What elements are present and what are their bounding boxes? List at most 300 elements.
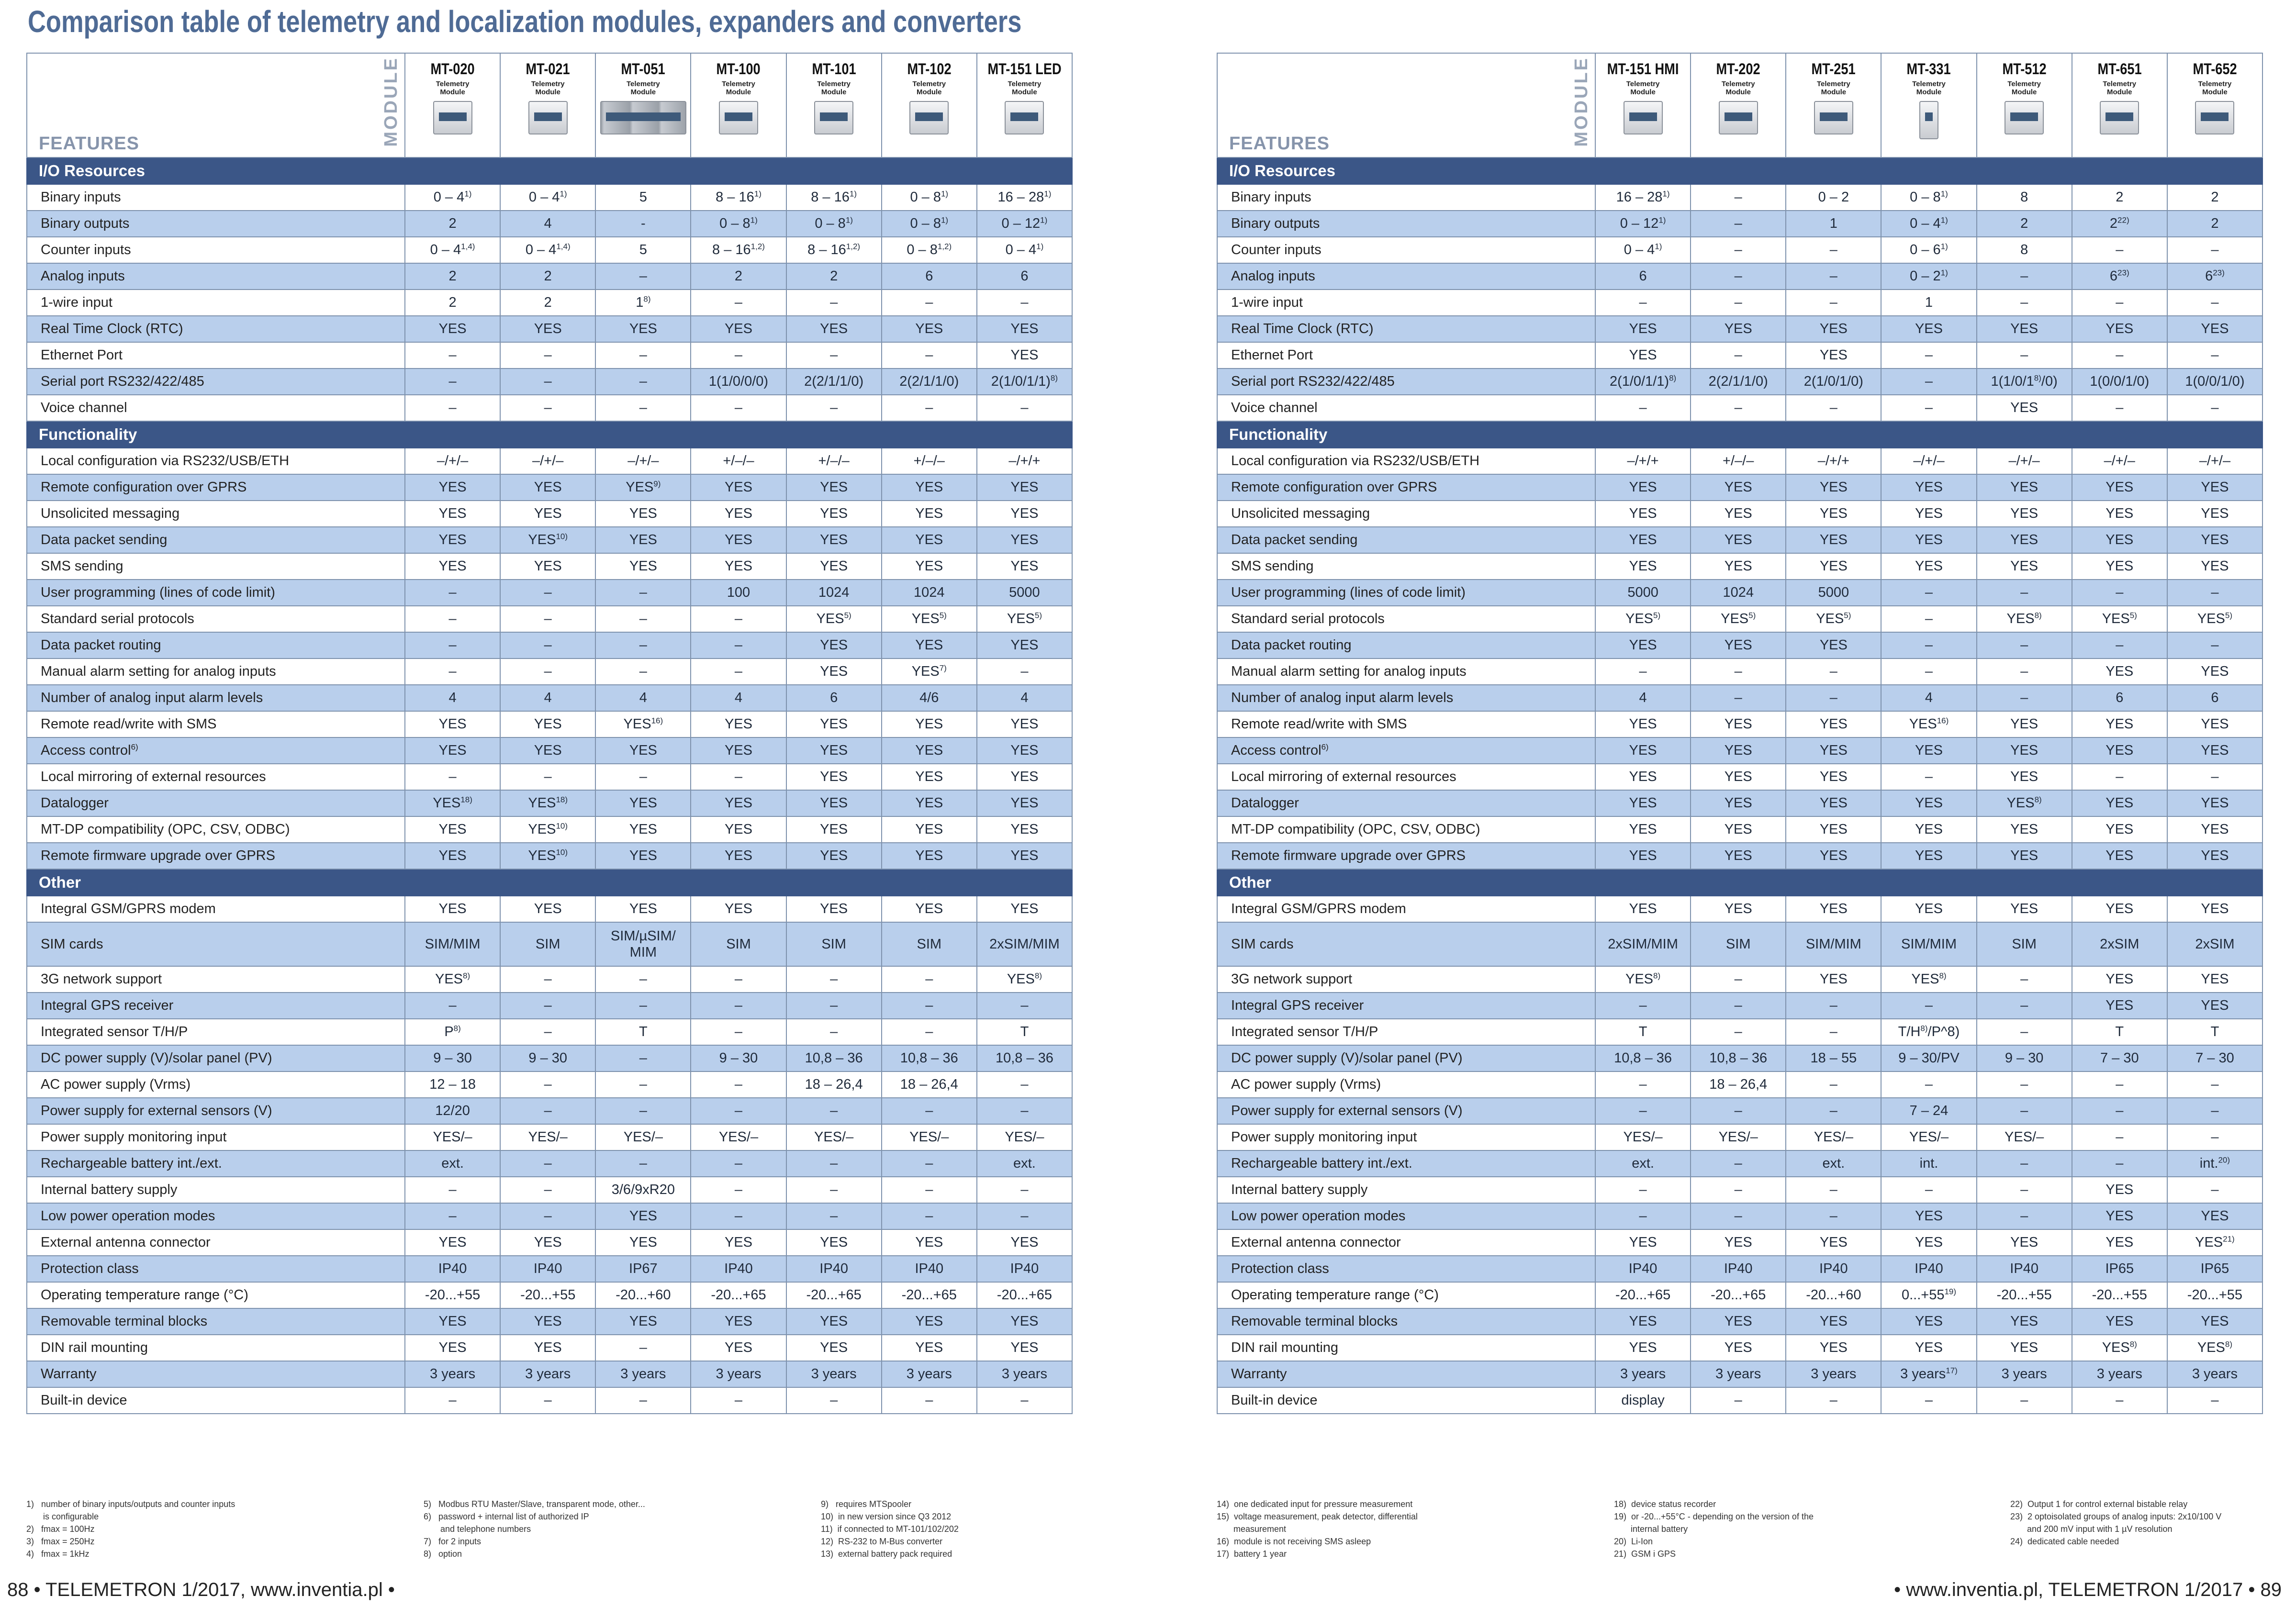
value-cell: – [2072,290,2167,316]
value-cell: – [1595,395,1691,421]
value-cell: – [977,1071,1072,1098]
value-cell: – [882,993,977,1019]
value-cell: SIM/µSIM/ MIM [595,922,691,966]
value-cell: – [691,1387,786,1414]
value-cell: 9 – 30 [405,1045,500,1071]
module-type: Telemetry Module [1008,80,1042,96]
value-cell: YES [977,1308,1072,1335]
value-cell: YES [405,474,500,501]
value-cell: YES [500,501,595,527]
table-row [27,1308,1072,1335]
value-cell: – [500,632,595,658]
value-cell: YES [786,711,882,737]
module-type: Telemetry Module [1816,80,1850,96]
value-cell: – [2167,1071,2262,1098]
section-header-cell [500,869,595,896]
value-cell: – [595,658,691,685]
table-row [1217,211,2262,237]
value-cell: – [595,395,691,421]
value-cell: 3 years [1786,1361,1881,1387]
module-photo [2100,101,2139,134]
comparison-table-left [26,53,1073,1414]
value-cell: – [595,342,691,368]
features-header [1217,53,1595,157]
feature-name: Power supply for external sensors (V) [27,1098,405,1124]
table-row [27,790,1072,816]
value-cell: YES [1977,527,2072,553]
feature-name: Number of analog input alarm levels [1217,685,1595,711]
table-row [27,1098,1072,1124]
value-cell: YES$^{10)}$ [500,527,595,553]
value-cell: – [2167,1387,2262,1414]
value-cell: YES [2167,527,2262,553]
value-cell: YES [882,790,977,816]
value-cell: – [786,342,882,368]
value-cell: YES [2072,316,2167,342]
value-cell: 6 [882,263,977,290]
value-cell: 0 – 4$^{1)}$ [1881,211,1976,237]
value-cell: – [691,395,786,421]
value-cell: SIM/MIM [1881,922,1976,966]
value-cell: YES [1786,737,1881,764]
value-cell: YES [882,316,977,342]
value-cell: IP40 [977,1256,1072,1282]
module-header [1977,53,2072,157]
value-cell: – [1691,1203,1786,1229]
value-cell: 0 – 4$^{1)}$ [500,184,595,211]
value-cell: YES [1691,816,1786,843]
value-cell: YES [1786,553,1881,580]
value-cell: -20...+55 [500,1282,595,1308]
value-cell: YES [595,816,691,843]
value-cell: – [1977,632,2072,658]
value-cell: YES [1595,1308,1691,1335]
module-name: MT-251 [1811,60,1856,78]
value-cell: YES [1595,764,1691,790]
value-cell: YES [786,790,882,816]
section-header-cell [786,869,882,896]
feature-name: Real Time Clock (RTC) [1217,316,1595,342]
value-cell: 18 – 26,4 [882,1071,977,1098]
module-photo [1624,101,1663,134]
value-cell: SIM [500,922,595,966]
feature-name: Real Time Clock (RTC) [27,316,405,342]
section-header-cell [977,421,1072,448]
value-cell: YES [977,501,1072,527]
feature-name: DIN rail mounting [27,1335,405,1361]
feature-name: Local mirroring of external resources [1217,764,1595,790]
table-row [27,764,1072,790]
value-cell: YES [786,896,882,922]
value-cell: 0 – 4$^{1,4)}$ [405,237,500,263]
value-cell: YES$^{7)}$ [882,658,977,685]
value-cell: – [882,395,977,421]
value-cell: – [405,368,500,395]
table-row [1217,448,2262,474]
value-cell: 6 [2072,685,2167,711]
feature-name: Integral GPS receiver [27,993,405,1019]
value-cell: – [500,1387,595,1414]
value-cell: – [1977,966,2072,993]
module-header [1881,53,1976,157]
value-cell: 0 – 4$^{1)}$ [977,237,1072,263]
value-cell: – [1881,658,1976,685]
value-cell: SIM/MIM [405,922,500,966]
value-cell: –/+/+ [1595,448,1691,474]
value-cell: 2 [405,263,500,290]
table-row [27,448,1072,474]
feature-name: Standard serial protocols [1217,606,1595,632]
value-cell: - [595,211,691,237]
value-cell: – [405,1387,500,1414]
value-cell: – [977,1098,1072,1124]
value-cell: – [1977,685,2072,711]
value-cell: – [1786,685,1881,711]
value-cell: – [691,1019,786,1045]
value-cell: YES$^{10)}$ [500,816,595,843]
value-cell: YES [1786,816,1881,843]
value-cell: YES$^{8)}$ [977,966,1072,993]
value-cell: 7 – 30 [2072,1045,2167,1071]
section-header-cell [1691,421,1786,448]
table-row [27,816,1072,843]
value-cell: – [2167,764,2262,790]
value-cell: IP40 [1595,1256,1691,1282]
value-cell: YES$^{5)}$ [1786,606,1881,632]
module-header [500,53,595,157]
value-cell: YES [691,711,786,737]
table-row [1217,1256,2262,1282]
value-cell: – [882,342,977,368]
table-row [1217,1335,2262,1361]
value-cell: – [1786,1387,1881,1414]
value-cell: 2xSIM/MIM [977,922,1072,966]
value-cell: – [500,342,595,368]
value-cell: YES [1595,843,1691,869]
value-cell: YES [1786,843,1881,869]
value-cell: – [2167,1124,2262,1150]
value-cell: YES [691,816,786,843]
section-header-cell [2072,157,2167,184]
value-cell: – [500,1177,595,1203]
value-cell: YES [1977,316,2072,342]
value-cell: +/–/– [691,448,786,474]
module-photo [814,101,853,134]
value-cell: – [405,395,500,421]
value-cell: 4 [691,685,786,711]
value-cell: YES$^{5)}$ [882,606,977,632]
module-photo [1719,101,1758,134]
value-cell: – [1881,1071,1976,1098]
value-cell: –/+/+ [1786,448,1881,474]
value-cell: -20...+55 [2167,1282,2262,1308]
value-cell: –/+/– [2072,448,2167,474]
section-header-cell [1881,869,1976,896]
value-cell: YES$^{8)}$ [1977,606,2072,632]
value-cell: YES [1691,501,1786,527]
footnotes-col-4: 14) one dedicated input for pressure measurement 15) voltage measurement, peak detector, differential measurement 16) module is not receiving SMS asleep 17) battery 1 year [1217,1499,1418,1559]
table-row [1217,632,2262,658]
table-row [27,1361,1072,1387]
value-cell: – [1691,1019,1786,1045]
value-cell: – [1595,1177,1691,1203]
value-cell: YES [1786,501,1881,527]
value-cell: YES [405,527,500,553]
feature-name: Analog inputs [27,263,405,290]
value-cell: IP65 [2167,1256,2262,1282]
value-cell: 0 – 2$^{1)}$ [1881,263,1976,290]
feature-name: Remote read/write with SMS [1217,711,1595,737]
value-cell: YES [1691,1335,1786,1361]
feature-name: Integrated sensor T/H/P [1217,1019,1595,1045]
value-cell: – [500,1150,595,1177]
table-row [27,1256,1072,1282]
value-cell: YES [1786,966,1881,993]
value-cell: – [1977,1177,2072,1203]
value-cell: int.$^{20)}$ [2167,1150,2262,1177]
table-row [1217,527,2262,553]
feature-name: AC power supply (Vrms) [1217,1071,1595,1098]
table-row [1217,1387,2262,1414]
table-row [1217,1203,2262,1229]
value-cell: – [691,1203,786,1229]
value-cell: YES [405,501,500,527]
feature-name: Remote configuration over GPRS [27,474,405,501]
feature-name: Access control$^{6)}$ [27,737,405,764]
feature-name: Protection class [1217,1256,1595,1282]
feature-name: External antenna connector [27,1229,405,1256]
table-row [27,966,1072,993]
value-cell: – [1977,1098,2072,1124]
value-cell: 9 – 30 [691,1045,786,1071]
value-cell: SIM [1977,922,2072,966]
value-cell: YES [977,342,1072,368]
value-cell: – [1881,1177,1976,1203]
section-header-cell [1691,869,1786,896]
value-cell: 3 years [691,1361,786,1387]
value-cell: 6 [786,685,882,711]
feature-name: SMS sending [1217,553,1595,580]
module-type: Telemetry Module [531,80,565,96]
value-cell: YES [1691,553,1786,580]
value-cell: – [405,764,500,790]
value-cell: YES [1881,553,1976,580]
value-cell: YES [595,553,691,580]
value-cell: 5000 [1786,580,1881,606]
value-cell: YES$^{16)}$ [595,711,691,737]
value-cell: YES$^{5)}$ [1691,606,1786,632]
value-cell: -20...+65 [691,1282,786,1308]
value-cell: – [1977,290,2072,316]
feature-name: Ethernet Port [27,342,405,368]
value-cell: IP40 [1881,1256,1976,1282]
table-row [1217,342,2262,368]
value-cell: – [1691,1177,1786,1203]
value-cell: SIM [882,922,977,966]
value-cell: YES [2072,711,2167,737]
value-cell: YES$^{8)}$ [1977,790,2072,816]
table-row [27,553,1072,580]
feature-name: Binary outputs [27,211,405,237]
value-cell: YES [1977,1335,2072,1361]
value-cell: 0 – 8$^{1)}$ [1881,184,1976,211]
module-photo [1814,101,1853,134]
value-cell: YES [2072,1308,2167,1335]
module-photo [1005,101,1044,134]
value-cell: YES [2072,737,2167,764]
value-cell: –/+/– [1977,448,2072,474]
features-header [27,53,405,157]
value-cell: YES [882,527,977,553]
value-cell: 8 – 16$^{1,2)}$ [786,237,882,263]
feature-name: Integral GPS receiver [1217,993,1595,1019]
value-cell: YES [786,1229,882,1256]
value-cell: YES$^{5)}$ [2167,606,2262,632]
value-cell: – [500,966,595,993]
value-cell: 4 [595,685,691,711]
module-header [1786,53,1881,157]
feature-name: Counter inputs [27,237,405,263]
value-cell: – [1595,658,1691,685]
value-cell: – [1977,342,2072,368]
value-cell: YES [595,316,691,342]
value-cell: 2 [500,290,595,316]
value-cell: YES [405,843,500,869]
value-cell: 6$^{23)}$ [2072,263,2167,290]
value-cell: 6 [2167,685,2262,711]
value-cell: YES [786,1308,882,1335]
value-cell: YES [882,1229,977,1256]
module-header [977,53,1072,157]
value-cell: YES [1786,632,1881,658]
value-cell: YES/– [786,1124,882,1150]
value-cell: YES [977,711,1072,737]
value-cell: – [882,1098,977,1124]
value-cell: – [1881,368,1976,395]
section-header-cell [786,157,882,184]
value-cell: – [786,1387,882,1414]
value-cell: – [786,1150,882,1177]
value-cell: – [1786,1019,1881,1045]
section-header-cell [405,157,500,184]
table-row [1217,1019,2262,1045]
value-cell: – [882,1150,977,1177]
module-label: MODULE [381,56,401,147]
table-row [27,263,1072,290]
value-cell: 100 [691,580,786,606]
module-type: Telemetry Module [1721,80,1755,96]
feature-name: 3G network support [1217,966,1595,993]
value-cell: 2 [786,263,882,290]
value-cell: SIM [691,922,786,966]
value-cell: – [405,993,500,1019]
section-header-cell [882,421,977,448]
section-header-cell [1595,157,1691,184]
value-cell: YES [691,790,786,816]
module-name: MT-021 [526,60,570,78]
table-row [1217,790,2262,816]
value-cell: YES [1595,1229,1691,1256]
value-cell: YES [1691,790,1786,816]
value-cell: – [500,1019,595,1045]
value-cell: 5 [595,184,691,211]
value-cell: 2 [1977,211,2072,237]
value-cell: – [2072,580,2167,606]
feature-name: Internal battery supply [1217,1177,1595,1203]
feature-name: 1-wire input [1217,290,1595,316]
section-header-cell [1977,869,2072,896]
module-name: MT-151 LED [987,60,1062,78]
value-cell: 3/6/9xR20 [595,1177,691,1203]
comparison-table-right [1217,53,2263,1414]
table-row [27,1177,1072,1203]
feature-name: Integral GSM/GPRS modem [1217,896,1595,922]
table-row [27,711,1072,737]
value-cell: 4/6 [882,685,977,711]
section-header-cell [1786,157,1881,184]
value-cell: YES [882,553,977,580]
value-cell: – [595,1387,691,1414]
table-row [1217,1045,2262,1071]
value-cell: – [1691,993,1786,1019]
value-cell: YES [1786,474,1881,501]
module-name: MT-202 [1716,60,1760,78]
value-cell: YES [882,501,977,527]
value-cell: YES [977,527,1072,553]
page-title: Comparison table of telemetry and localization modules, expanders and converters [28,4,1022,39]
value-cell: YES/– [1881,1124,1976,1150]
value-cell: ext. [1786,1150,1881,1177]
value-cell: YES [977,474,1072,501]
value-cell: – [595,993,691,1019]
value-cell: 6 [977,263,1072,290]
value-cell: – [1691,237,1786,263]
value-cell: YES [1881,1335,1976,1361]
value-cell: – [1786,263,1881,290]
value-cell: YES [1977,474,2072,501]
value-cell: YES [2167,658,2262,685]
feature-name: Manual alarm setting for analog inputs [1217,658,1595,685]
value-cell: – [691,966,786,993]
value-cell: 8 – 16$^{1)}$ [786,184,882,211]
value-cell: 9 – 30/PV [1881,1045,1976,1071]
table-row [1217,843,2262,869]
module-type: Telemetry Module [626,80,660,96]
value-cell: YES [1595,501,1691,527]
value-cell: YES [1786,1335,1881,1361]
value-cell: – [2072,764,2167,790]
value-cell: YES [595,1308,691,1335]
value-cell: 1 [1881,290,1976,316]
value-cell: YES [405,737,500,764]
value-cell: YES [977,764,1072,790]
value-cell: ext. [977,1150,1072,1177]
section-header-cell [595,421,691,448]
table-row [1217,316,2262,342]
table-row [27,580,1072,606]
value-cell: YES [405,1229,500,1256]
value-cell: $2(1/0/1/1)^{8)}$ [1595,368,1691,395]
value-cell: – [1881,764,1976,790]
table-row [1217,263,2262,290]
value-cell: YES$^{8)}$ [1881,966,1976,993]
section-header-cell [500,421,595,448]
value-cell: 3 years [500,1361,595,1387]
value-cell: – [2167,395,2262,421]
value-cell: 2(2/1/1/0) [1691,368,1786,395]
value-cell: – [691,1150,786,1177]
value-cell: – [405,1177,500,1203]
